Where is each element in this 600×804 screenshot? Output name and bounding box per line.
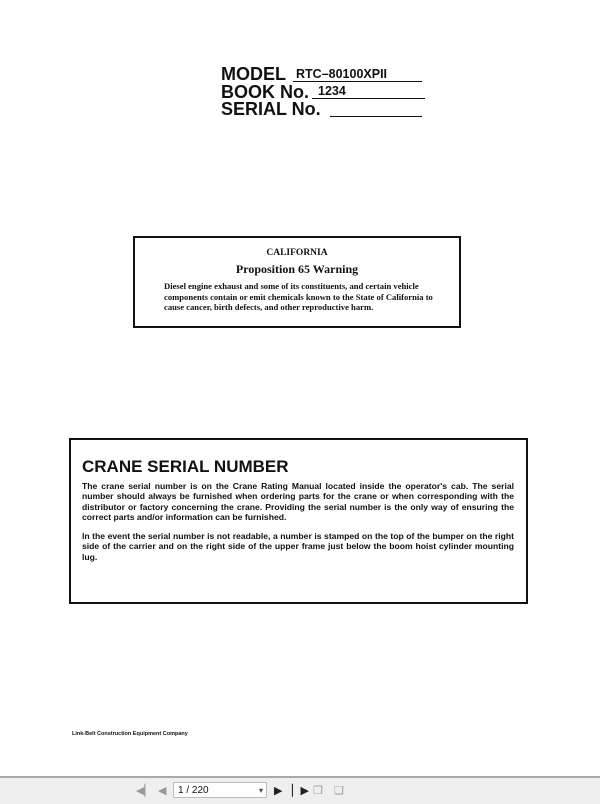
page-number-input[interactable]: [173, 782, 267, 798]
continuous-view-icon[interactable]: ❑: [334, 785, 344, 797]
model-value: RTC–80100XPII: [293, 68, 422, 82]
book-label: BOOK No.: [221, 81, 309, 102]
crane-serial-paragraph-1: The crane serial number is on the Crane Rating Manual located inside the operator's cab. The serial number should always be furnished when ordering parts for the crane or when corresponding with the distributor or factory concerning the crane. Providing the serial number is the only way of ensuring the correct parts and/or information can be furnished.: [82, 481, 514, 522]
prop65-warning-box: [133, 236, 461, 328]
last-page-icon[interactable]: ▏▶: [292, 785, 309, 797]
book-value: 1234: [312, 85, 425, 99]
next-page-icon[interactable]: ▶: [274, 785, 283, 797]
pdf-toolbar: [0, 776, 600, 804]
single-page-view-icon[interactable]: ❐: [313, 785, 323, 797]
crane-serial-box: [69, 438, 528, 604]
model-header: [221, 64, 388, 119]
warning-title: Proposition 65 Warning: [235, 262, 359, 276]
crane-serial-title: CRANE SERIAL NUMBER: [82, 457, 289, 476]
serial-label: SERIAL No.: [221, 99, 321, 119]
page-number-value: 1 / 220: [178, 785, 209, 796]
warning-body: Diesel engine exhaust and some of its constituents, and certain vehicle components contain or emit chemicals known to the State of California to cause cancer, birth defects, and other reproductive harm.: [164, 281, 433, 312]
warning-state: CALIFORNIA: [266, 248, 328, 258]
model-label: MODEL: [221, 64, 286, 84]
footer-company: Link-Belt Construction Equipment Company: [72, 731, 188, 737]
first-page-icon[interactable]: ◀▏: [136, 785, 153, 797]
prev-page-icon[interactable]: ◀: [158, 785, 167, 797]
crane-serial-paragraph-2: In the event the serial number is not readable, a number is stamped on the top of the bumper on the right side of the carrier and on the right side of the upper frame just below the boom hoist cylinder mounting lug.: [82, 531, 514, 562]
chevron-down-icon[interactable]: ▾: [258, 786, 263, 795]
serial-value: [330, 115, 422, 117]
